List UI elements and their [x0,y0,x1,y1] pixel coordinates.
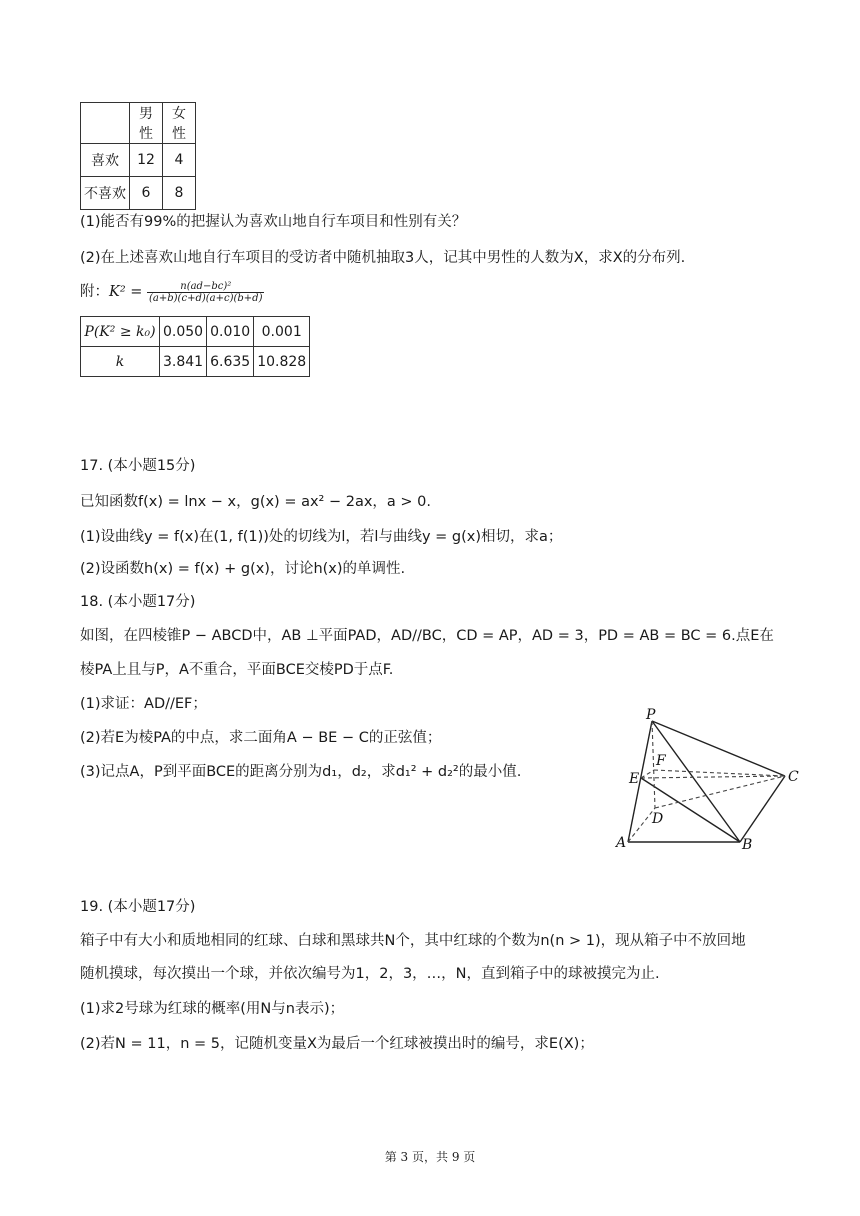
table1-cell: 8 [163,177,196,210]
formula-fraction [147,281,264,304]
q18-part2: (2)若E为棱PA的中点，求二面角A − BE − C的正弦值； [80,730,442,746]
q17-title: 17. (本小题15分) [80,458,196,474]
gender-preference-table [80,102,196,210]
edge-DC-hidden [655,776,785,808]
table2-cell: P(K² ≥ k₀) [81,317,160,347]
q17-part1: (1)设曲线y = f(x)在(1, f(1))处的切线为l，若l与曲线y = g(x)相切，求a； [80,529,563,545]
formula-lhs: K² = [109,284,148,300]
critical-value-table [80,316,310,377]
label-E: E [629,771,640,787]
table1-cell: 12 [130,144,163,177]
appendix-label: 附： [80,284,109,300]
table2-cell: 0.001 [254,317,310,347]
q18-stem-line1: 如图，在四棱锥P − ABCD中，AB ⊥平面PAD，AD//BC，CD = AP，AD = 3，PD = AB = BC = 6.点E在 [80,628,774,644]
label-F: F [656,753,666,769]
q18-stem-line2: 棱PA上且与P，A不重合，平面BCE交棱PD于点F. [80,662,394,678]
formula-denominator: (a+b)(c+d)(a+c)(b+d) [149,292,263,304]
edge-EF-hidden [641,770,654,778]
q17-stem: 已知函数f(x) = lnx − x，g(x) = ax² − 2ax，a > 0. [80,494,432,510]
table2-cell: 6.635 [207,347,254,377]
edge-FC-hidden [654,770,785,776]
formula-appendix [80,280,264,304]
pyramid-figure [610,705,810,855]
formula-numerator: n(ad−bc)² [147,281,264,293]
q19-stem-line2: 随机摸球，每次摸出一个球，并依次编号为1，2，3，…，N，直到箱子中的球被摸完为止. [80,966,660,982]
q18-title: 18. (本小题17分) [80,594,196,610]
table2-cell: 10.828 [254,347,310,377]
table2-cell: 3.841 [160,347,207,377]
q19-part1: (1)求2号球为红球的概率(用N与n表示)； [80,1001,345,1017]
q19-stem-line1: 箱子中有大小和质地相同的红球、白球和黑球共N个，其中红球的个数为n(n > 1)，现从箱子中不放回地 [80,933,746,949]
label-D: D [652,811,664,827]
edge-EB [641,778,740,842]
table2-cell: 0.050 [160,317,207,347]
label-P: P [646,707,656,723]
table2-cell: 0.010 [207,317,254,347]
table1-cell: 4 [163,144,196,177]
q16-part1: (1)能否有99%的把握认为喜欢山地自行车项目和性别有关？ [80,214,467,230]
label-A: A [616,835,627,851]
table1-cell: 不喜欢 [81,177,130,210]
table1-header-cell: 男性 [130,103,163,144]
table1-header-cell: 女性 [163,103,196,144]
q18-part1: (1)求证：AD//EF； [80,696,207,712]
q19-part2: (2)若N = 11，n = 5，记随机变量X为最后一个红球被摸出时的编号，求E(X)； [80,1036,594,1052]
edge-EC-hidden [641,776,785,778]
table2-cell: k [81,347,160,377]
table1-cell: 喜欢 [81,144,130,177]
edge-PD-hidden [652,721,655,808]
label-C: C [788,769,799,785]
q17-part2: (2)设函数h(x) = f(x) + g(x)，讨论h(x)的单调性. [80,561,406,577]
q16-part2: (2)在上述喜欢山地自行车项目的受访者中随机抽取3人，记其中男性的人数为X，求X的分布列. [80,250,686,266]
page-footer: 第 3 页，共 9 页 [384,1150,476,1164]
table1-cell: 6 [130,177,163,210]
q19-title: 19. (本小题17分) [80,899,196,915]
q18-part3: (3)记点A，P到平面BCE的距离分别为d₁，d₂，求d₁² + d₂²的最小值. [80,764,522,780]
table1-header-cell [81,103,130,144]
label-B: B [742,837,753,853]
